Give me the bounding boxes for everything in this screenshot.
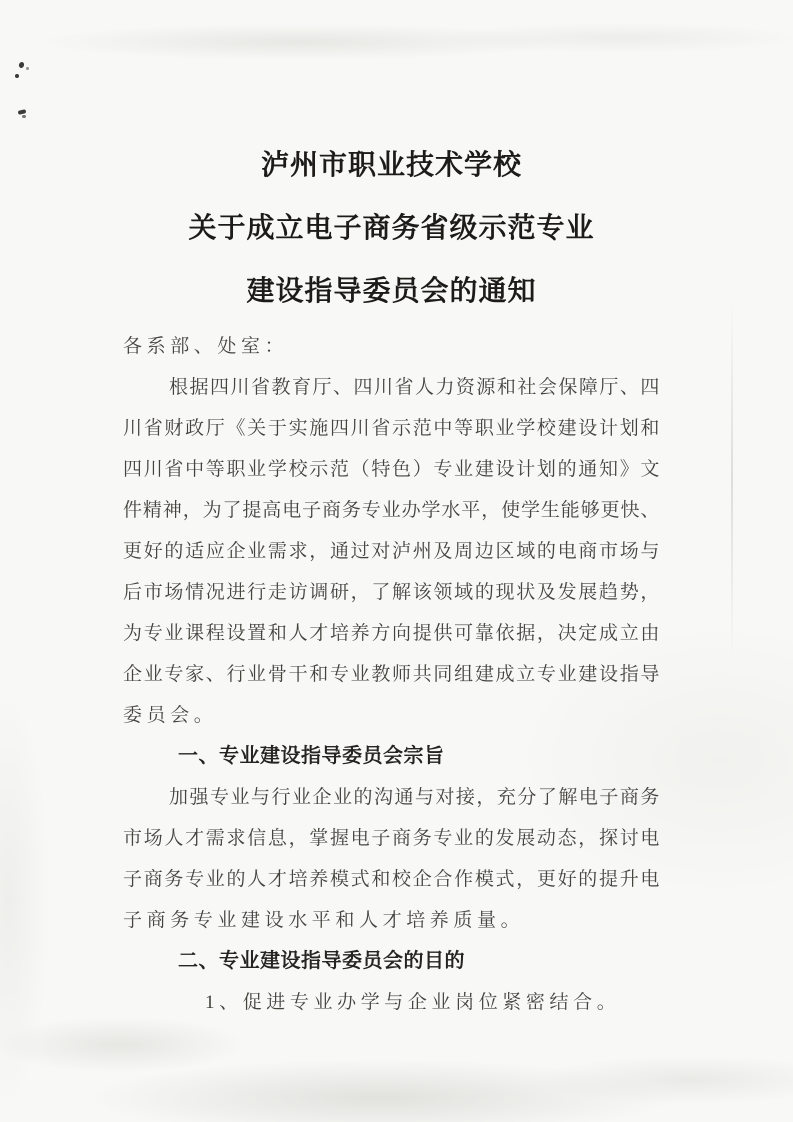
document-line: 企业专家、行业骨干和专业教师共同组建成立专业建设指导: [123, 664, 660, 685]
ink-speck: [15, 74, 19, 78]
document-line: 子商务专业的人才培养模式和校企合作模式，更好的提升电: [123, 869, 660, 890]
document-title-line: 泸州市职业技术学校: [260, 149, 522, 180]
document-line: 各系部、处室：: [123, 336, 289, 357]
document-line: 四川省中等职业学校示范（特色）专业建设计划的通知》文: [123, 459, 660, 480]
ink-speck: [26, 67, 29, 70]
document-line: 后市场情况进行走访调研，了解该领域的现状及发展趋势，: [123, 582, 660, 603]
scan-crease: [731, 300, 733, 660]
document-body: [123, 326, 660, 1023]
document-line: 为专业课程设置和人才培养方向提供可靠依据，决定成立由: [123, 623, 660, 644]
document-line: 一、专业建设指导委员会宗旨: [178, 745, 445, 767]
document-line: 二、专业建设指导委员会的目的: [178, 950, 465, 972]
document-line: 子商务专业建设水平和人才培养质量。: [123, 910, 525, 931]
ink-speck: [22, 115, 26, 118]
document-line: 更好的适应企业需求，通过对泸州及周边区域的电商市场与: [123, 541, 660, 562]
document-title-line: 建设指导委员会的通知: [246, 275, 537, 306]
document-title-line: 关于成立电子商务省级示范专业: [188, 212, 595, 243]
ink-speck: [18, 61, 25, 68]
document-line: 市场人才需求信息，掌握电子商务专业的发展动态，探讨电: [123, 828, 660, 849]
document-line: 委员会。: [123, 705, 218, 726]
ink-speck: [18, 109, 27, 115]
document-line: 加强专业与行业企业的沟通与对接，充分了解电子商务: [169, 787, 660, 808]
document-title: [123, 133, 660, 322]
document-line: 1、促进专业办学与企业岗位紧密结合。: [205, 992, 621, 1013]
document-line: 川省财政厅《关于实施四川省示范中等职业学校建设计划和: [123, 418, 660, 439]
document-line: 件精神，为了提高电子商务专业办学水平，使学生能够更快、: [123, 500, 660, 521]
document-line: 根据四川省教育厅、四川省人力资源和社会保障厅、四: [169, 377, 660, 398]
